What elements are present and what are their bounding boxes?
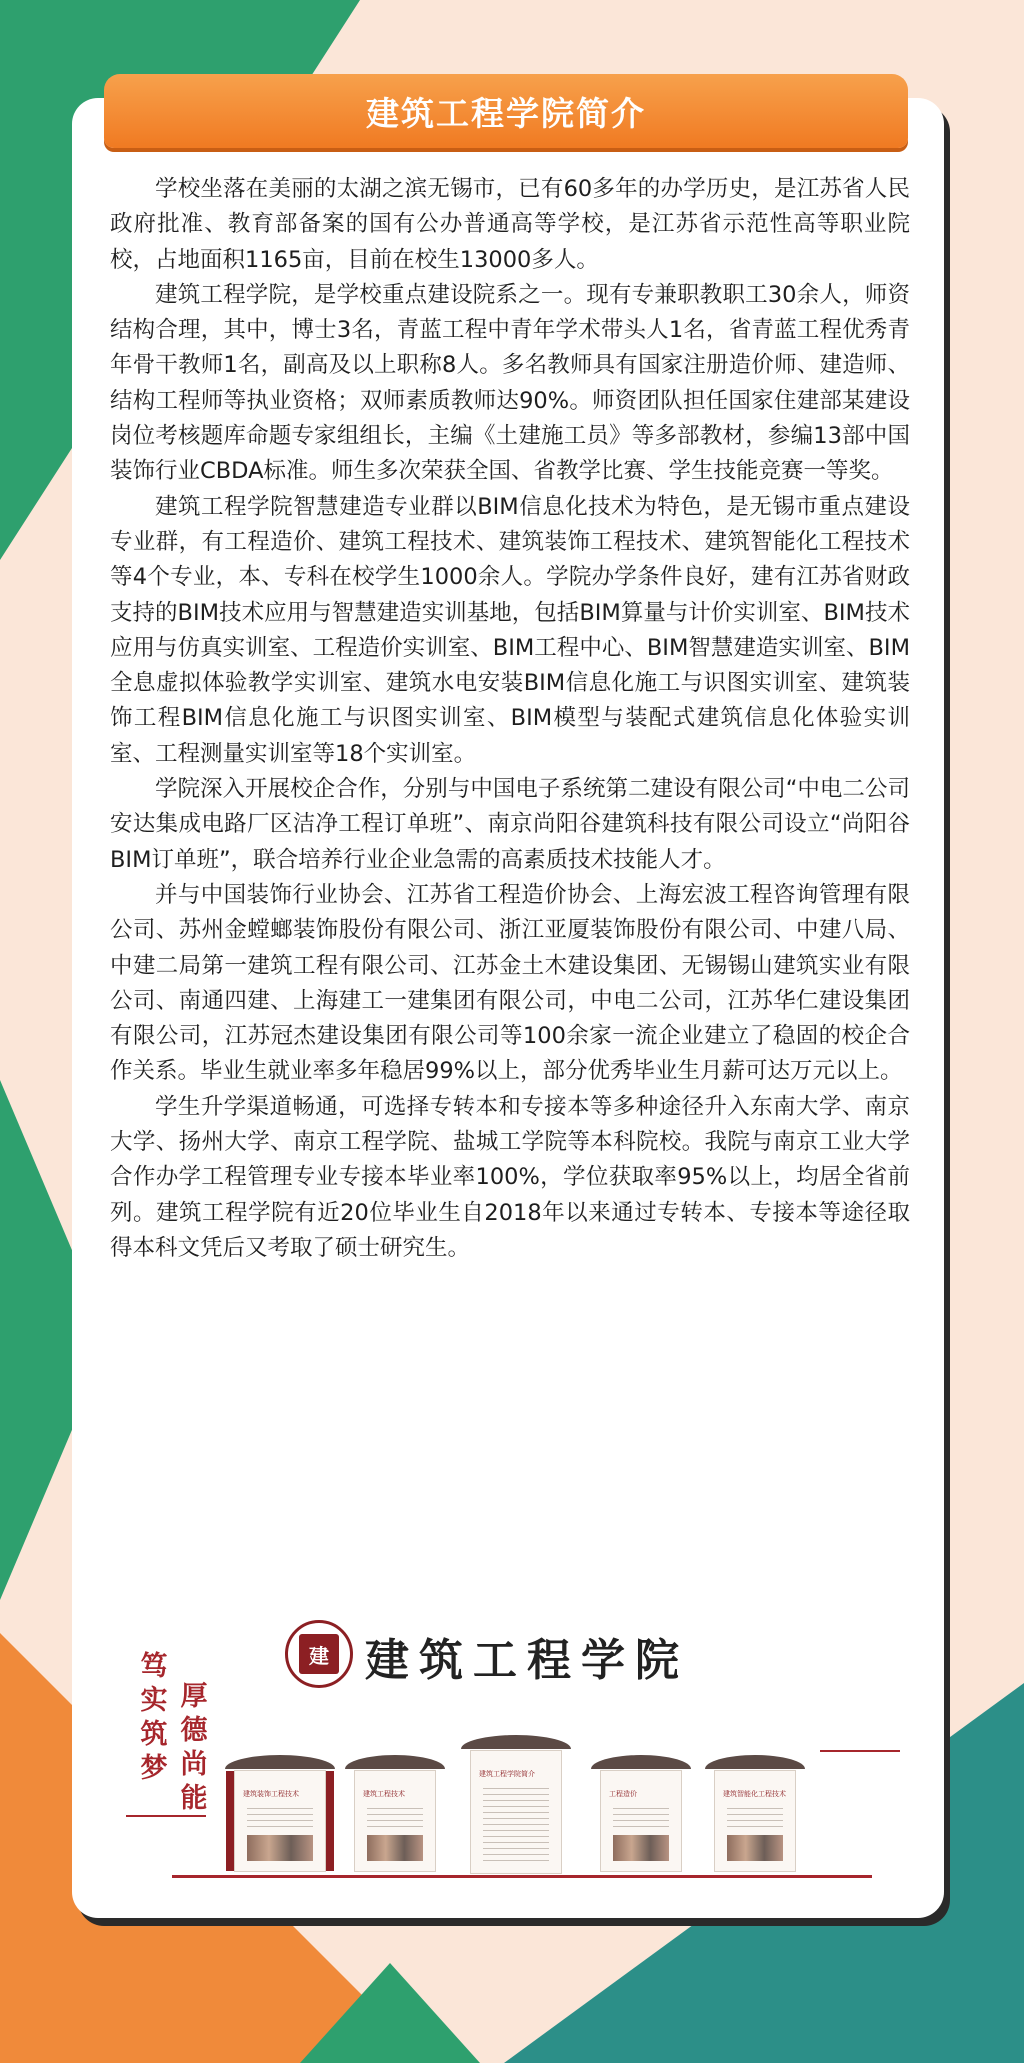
panel-roof-icon	[345, 1755, 445, 1769]
display-panel-center	[470, 1750, 562, 1874]
panel-text-lines	[727, 1803, 783, 1831]
panel-title: 建筑智能化工程技术	[723, 1790, 786, 1798]
panel-roof-icon	[705, 1755, 805, 1769]
panel-text-lines	[483, 1783, 549, 1863]
panel-title: 建筑装饰工程技术	[243, 1790, 299, 1798]
paragraph: 学校坐落在美丽的太湖之滨无锡市，已有60多年的办学历史，是江苏省人民政府批准、教育部备案的国有公办普通高等学校，是江苏省示范性高等职业院校，占地面积1165亩，目前在校生13000多人。	[110, 176, 910, 273]
intro-text	[110, 172, 910, 1266]
panel-column	[326, 1771, 334, 1871]
motto-right: 厚德尚能	[180, 1681, 208, 1814]
panel-roof-icon	[461, 1735, 571, 1749]
footer-base-line	[172, 1875, 872, 1878]
panel-roof-icon	[591, 1755, 691, 1769]
paragraph: 学院深入开展校企合作，分别与中国电子系统第二建设有限公司“中电二公司安达集成电路厂区洁净工程订单班”、南京尚阳谷建筑科技有限公司设立“尚阳谷BIM订单班”，联合培养行业企业急需的高素质技术技能人才。	[110, 776, 910, 873]
panel-text-lines	[247, 1803, 313, 1831]
footer-illustration	[110, 1620, 930, 1890]
panel-text-lines	[367, 1803, 423, 1831]
panel-title: 工程造价	[609, 1790, 637, 1798]
title-banner	[104, 74, 908, 148]
panel-roof-icon	[225, 1755, 335, 1769]
paragraph: 并与中国装饰行业协会、江苏省工程造价协会、上海宏波工程咨询管理有限公司、苏州金螳螂装饰股份有限公司、浙江亚厦装饰股份有限公司、中建八局、中建二局第一建筑工程有限公司、江苏金土木建设集团、无锡锡山建筑实业有限公司、南通四建、上海建工一建集团有限公司，中电二公司，江苏华仁建设集团有限公司，江苏冠杰建设集团有限公司等100余家一流企业建立了稳固的校企合作关系。毕业生就业率多年稳居99%以上，部分优秀毕业生月薪可达万元以上。	[110, 881, 910, 1085]
motto-underline	[126, 1815, 206, 1817]
paragraph: 建筑工程学院，是学校重点建设院系之一。现有专兼职教职工30余人，师资结构合理，其中，博士3名，青蓝工程中青年学术带头人1名，省青蓝工程优秀青年骨干教师1名，副高及以上职称8人。多名教师具有国家注册造价师、建造师、结构工程师等执业资格；双师素质教师达90%。师资团队担任国家住建部某建设岗位考核题库命题专家组组长，主编《土建施工员》等多部教材，参编13部中国装饰行业CBDA标准。师生多次荣获全国、省教学比赛、学生技能竞赛一等奖。	[110, 281, 910, 485]
paragraph: 建筑工程学院智慧建造专业群以BIM信息化技术为特色，是无锡市重点建设专业群，有工程造价、建筑工程技术、建筑装饰工程技术、建筑智能化工程技术等4个专业，本、专科在校学生1000余人。学院办学条件良好，建有江苏省财政支持的BIM技术应用与智慧建造实训基地，包括BIM算量与计价实训室、BIM技术应用与仿真实训室、工程造价实训室、BIM工程中心、BIM智慧建造实训室、BIM全息虚拟体验教学实训室、建筑水电安装BIM信息化施工与识图实训室、建筑装饰工程BIM信息化施工与识图实训室、BIM模型与装配式建筑信息化体验实训室、工程测量实训室等18个实训室。	[110, 493, 910, 767]
panel-text-lines	[613, 1803, 669, 1831]
page-title: 建筑工程学院简介	[366, 93, 646, 133]
panel-column	[226, 1771, 234, 1871]
bg-green-triangle-top-small	[200, 0, 340, 70]
bg-green-triangle-bottom	[300, 1963, 480, 2063]
college-emblem-icon	[285, 1620, 353, 1688]
panel-photo	[727, 1835, 783, 1861]
display-panel	[354, 1770, 436, 1872]
paragraph: 学生升学渠道畅通，可选择专转本和专接本等多种途径升入东南大学、南京大学、扬州大学、南京工程学院、盐城工学院等本科院校。我院与南京工业大学合作办学工程管理专业专接本毕业率100%，学位获取率95%以上，均居全省前列。建筑工程学院有近20位毕业生自2018年以来通过专转本、专接本等途径取得本科文凭后又考取了硕士研究生。	[110, 1093, 910, 1261]
panel-title: 建筑工程学院简介	[479, 1770, 535, 1778]
decorative-line	[820, 1750, 900, 1752]
emblem-mark: 建	[299, 1634, 339, 1674]
college-name: 建筑工程学院	[365, 1635, 689, 1686]
display-panel	[600, 1770, 682, 1872]
panel-photo	[367, 1835, 423, 1861]
panel-photo	[613, 1835, 669, 1861]
display-panel	[234, 1770, 326, 1872]
panel-photo	[247, 1835, 313, 1861]
display-panel	[714, 1770, 796, 1872]
panel-title: 建筑工程技术	[363, 1790, 405, 1798]
motto-left: 笃实筑梦	[140, 1651, 168, 1784]
